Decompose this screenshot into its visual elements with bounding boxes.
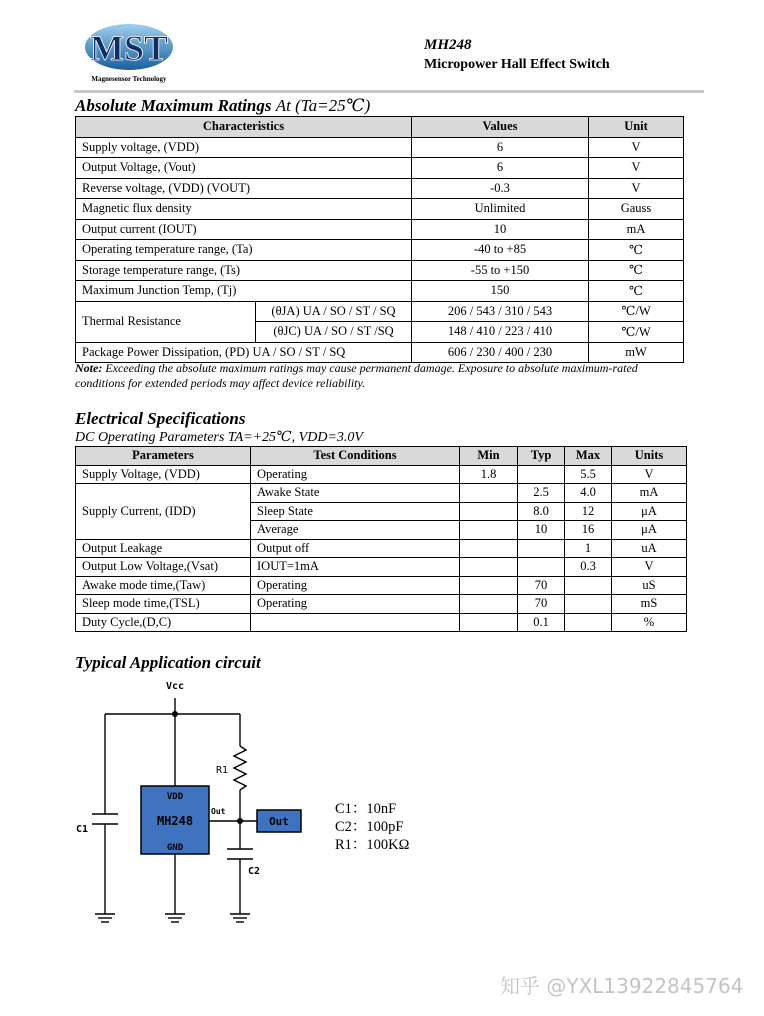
table-row xyxy=(76,539,687,558)
cell: Awake State xyxy=(251,484,460,503)
table-row xyxy=(76,595,687,614)
cell: Output Voltage, (Vout) xyxy=(76,158,412,179)
cell: 0.3 xyxy=(565,558,612,577)
cell: V xyxy=(612,465,687,484)
cell: IOUT=1mA xyxy=(251,558,460,577)
cell: 0.1 xyxy=(518,613,565,632)
cell xyxy=(518,558,565,577)
abs-max-table xyxy=(75,116,684,363)
cell xyxy=(460,595,518,614)
cell: Output Low Voltage,(Vsat) xyxy=(76,558,251,577)
cell: Operating xyxy=(251,465,460,484)
cell xyxy=(460,576,518,595)
cell: 206 / 543 / 310 / 543 xyxy=(412,301,589,322)
col-header: Characteristics xyxy=(76,117,412,138)
table-row xyxy=(76,342,684,363)
cell: 1 xyxy=(565,539,612,558)
cell xyxy=(460,521,518,540)
cell: -40 to +85 xyxy=(412,240,589,261)
model-number: MH248 xyxy=(424,37,472,53)
c2-label: C2 xyxy=(248,866,261,877)
vcc-label: Vcc xyxy=(165,681,185,692)
cell: Operating xyxy=(251,576,460,595)
elec-spec-table xyxy=(75,446,687,632)
table-row xyxy=(76,158,684,179)
cell: Unlimited xyxy=(412,199,589,220)
table-row xyxy=(76,137,684,158)
out-junction xyxy=(237,818,243,824)
cell xyxy=(251,613,460,632)
cell: % xyxy=(612,613,687,632)
table-row xyxy=(76,465,687,484)
cell: Operating xyxy=(251,595,460,614)
cell: -55 to +150 xyxy=(412,260,589,281)
watermark: 知乎 @YXL13922845764 xyxy=(500,974,744,998)
col-header: Max xyxy=(565,447,612,466)
cell: Operating temperature range, (Ta) xyxy=(76,240,412,261)
cell: 1.8 xyxy=(460,465,518,484)
cell: Reverse voltage, (VDD) (VOUT) xyxy=(76,178,412,199)
cell: 6 xyxy=(412,137,589,158)
component-value-c1: C1：10nF xyxy=(335,801,397,817)
col-header: Values xyxy=(412,117,589,138)
cell: μA xyxy=(612,521,687,540)
cell: Output off xyxy=(251,539,460,558)
cell: Maximum Junction Temp, (Tj) xyxy=(76,281,412,302)
logo-subtext: Magnesensor Technology xyxy=(91,75,167,83)
table-row xyxy=(76,219,684,240)
cell: Thermal Resistance xyxy=(76,301,256,342)
cell: ℃/W xyxy=(589,301,684,322)
logo-text: MST xyxy=(89,28,169,68)
col-header: Test Conditions xyxy=(251,447,460,466)
cell: ℃ xyxy=(589,281,684,302)
product-subtitle: Micropower Hall Effect Switch xyxy=(424,57,610,72)
circuit-title: Typical Application circuit xyxy=(75,653,261,672)
cell: Supply Voltage, (VDD) xyxy=(76,465,251,484)
cell: V xyxy=(612,558,687,577)
table-row xyxy=(76,301,684,322)
cell: Sleep State xyxy=(251,502,460,521)
cell: Supply Current, (IDD) xyxy=(76,484,251,540)
cell: mA xyxy=(612,484,687,503)
component-value-r1: R1：100KΩ xyxy=(335,837,410,853)
ground-symbols xyxy=(95,914,250,922)
table-row xyxy=(76,260,684,281)
table-row xyxy=(76,558,687,577)
cell: Gauss xyxy=(589,199,684,220)
cell xyxy=(565,576,612,595)
r1-label: R1 xyxy=(216,765,229,776)
cell: 10 xyxy=(518,521,565,540)
cell: μA xyxy=(612,502,687,521)
elec-spec-subtitle: DC Operating Parameters TA=+25℃, VDD=3.0V xyxy=(75,430,363,445)
header-divider xyxy=(74,90,704,93)
abs-max-title: Absolute Maximum Ratings At (Ta=25℃) xyxy=(75,96,371,115)
chip-name-label: MH248 xyxy=(156,814,194,828)
cell xyxy=(460,539,518,558)
cell: Package Power Dissipation, (PD) UA / SO / ST / SQ xyxy=(76,342,412,363)
table-row xyxy=(76,199,684,220)
cell xyxy=(460,558,518,577)
cell: 606 / 230 / 400 / 230 xyxy=(412,342,589,363)
out-terminal-label: Out xyxy=(269,815,289,828)
table-row xyxy=(76,484,687,503)
cell: 148 / 410 / 223 / 410 xyxy=(412,322,589,343)
cell xyxy=(565,595,612,614)
cell: Output current (IOUT) xyxy=(76,219,412,240)
cell: 6 xyxy=(412,158,589,179)
mst-logo xyxy=(82,22,176,84)
cell: 150 xyxy=(412,281,589,302)
col-header: Parameters xyxy=(76,447,251,466)
cell: mA xyxy=(589,219,684,240)
cell: uS xyxy=(612,576,687,595)
c1-label: C1 xyxy=(76,824,89,835)
cell: Storage temperature range, (Ts) xyxy=(76,260,412,281)
cell xyxy=(460,484,518,503)
cell xyxy=(565,613,612,632)
table-row xyxy=(76,240,684,261)
table-row xyxy=(76,613,687,632)
cell xyxy=(518,465,565,484)
cell: -0.3 xyxy=(412,178,589,199)
cell: 8.0 xyxy=(518,502,565,521)
table-row xyxy=(76,281,684,302)
col-header: Unit xyxy=(589,117,684,138)
cell: Output Leakage xyxy=(76,539,251,558)
col-header: Typ xyxy=(518,447,565,466)
cell: V xyxy=(589,158,684,179)
cell: V xyxy=(589,178,684,199)
table-header-row xyxy=(76,447,687,466)
cell: V xyxy=(589,137,684,158)
cell: 2.5 xyxy=(518,484,565,503)
cell xyxy=(460,613,518,632)
cell: Magnetic flux density xyxy=(76,199,412,220)
cell: (θJC) UA / SO / ST /SQ xyxy=(256,322,412,343)
component-values xyxy=(335,800,409,854)
table-row xyxy=(76,178,684,199)
col-header: Min xyxy=(460,447,518,466)
cell: 16 xyxy=(565,521,612,540)
cell: (θJA) UA / SO / ST / SQ xyxy=(256,301,412,322)
c1-capacitor xyxy=(92,814,118,824)
cell: ℃ xyxy=(589,240,684,261)
table-row xyxy=(76,576,687,595)
cell xyxy=(460,502,518,521)
chip-vdd-label: VDD xyxy=(166,792,184,802)
cell: Supply voltage, (VDD) xyxy=(76,137,412,158)
cell: Sleep mode time,(TSL) xyxy=(76,595,251,614)
c2-capacitor xyxy=(227,849,253,859)
cell: mW xyxy=(589,342,684,363)
chip-out-pin-label: Out xyxy=(211,807,226,816)
cell: 5.5 xyxy=(565,465,612,484)
elec-spec-title: Electrical Specifications xyxy=(75,409,246,428)
cell: 70 xyxy=(518,576,565,595)
cell xyxy=(518,539,565,558)
cell: 70 xyxy=(518,595,565,614)
cell: uA xyxy=(612,539,687,558)
table-header-row xyxy=(76,117,684,138)
cell: ℃/W xyxy=(589,322,684,343)
cell: Average xyxy=(251,521,460,540)
abs-max-note: Note: Exceeding the absolute maximum ratings may cause permanent damage. Exposure to absolute maximum-rated conditions for extended periods may affect device reliability. xyxy=(75,361,638,390)
cell: Duty Cycle,(D,C) xyxy=(76,613,251,632)
vcc-junction xyxy=(172,711,178,717)
component-value-c2: C2：100pF xyxy=(335,819,404,835)
cell: 12 xyxy=(565,502,612,521)
chip-gnd-label: GND xyxy=(166,843,184,853)
cell: 10 xyxy=(412,219,589,240)
cell: ℃ xyxy=(589,260,684,281)
cell: mS xyxy=(612,595,687,614)
col-header: Units xyxy=(612,447,687,466)
cell: 4.0 xyxy=(565,484,612,503)
cell: Awake mode time,(Taw) xyxy=(76,576,251,595)
